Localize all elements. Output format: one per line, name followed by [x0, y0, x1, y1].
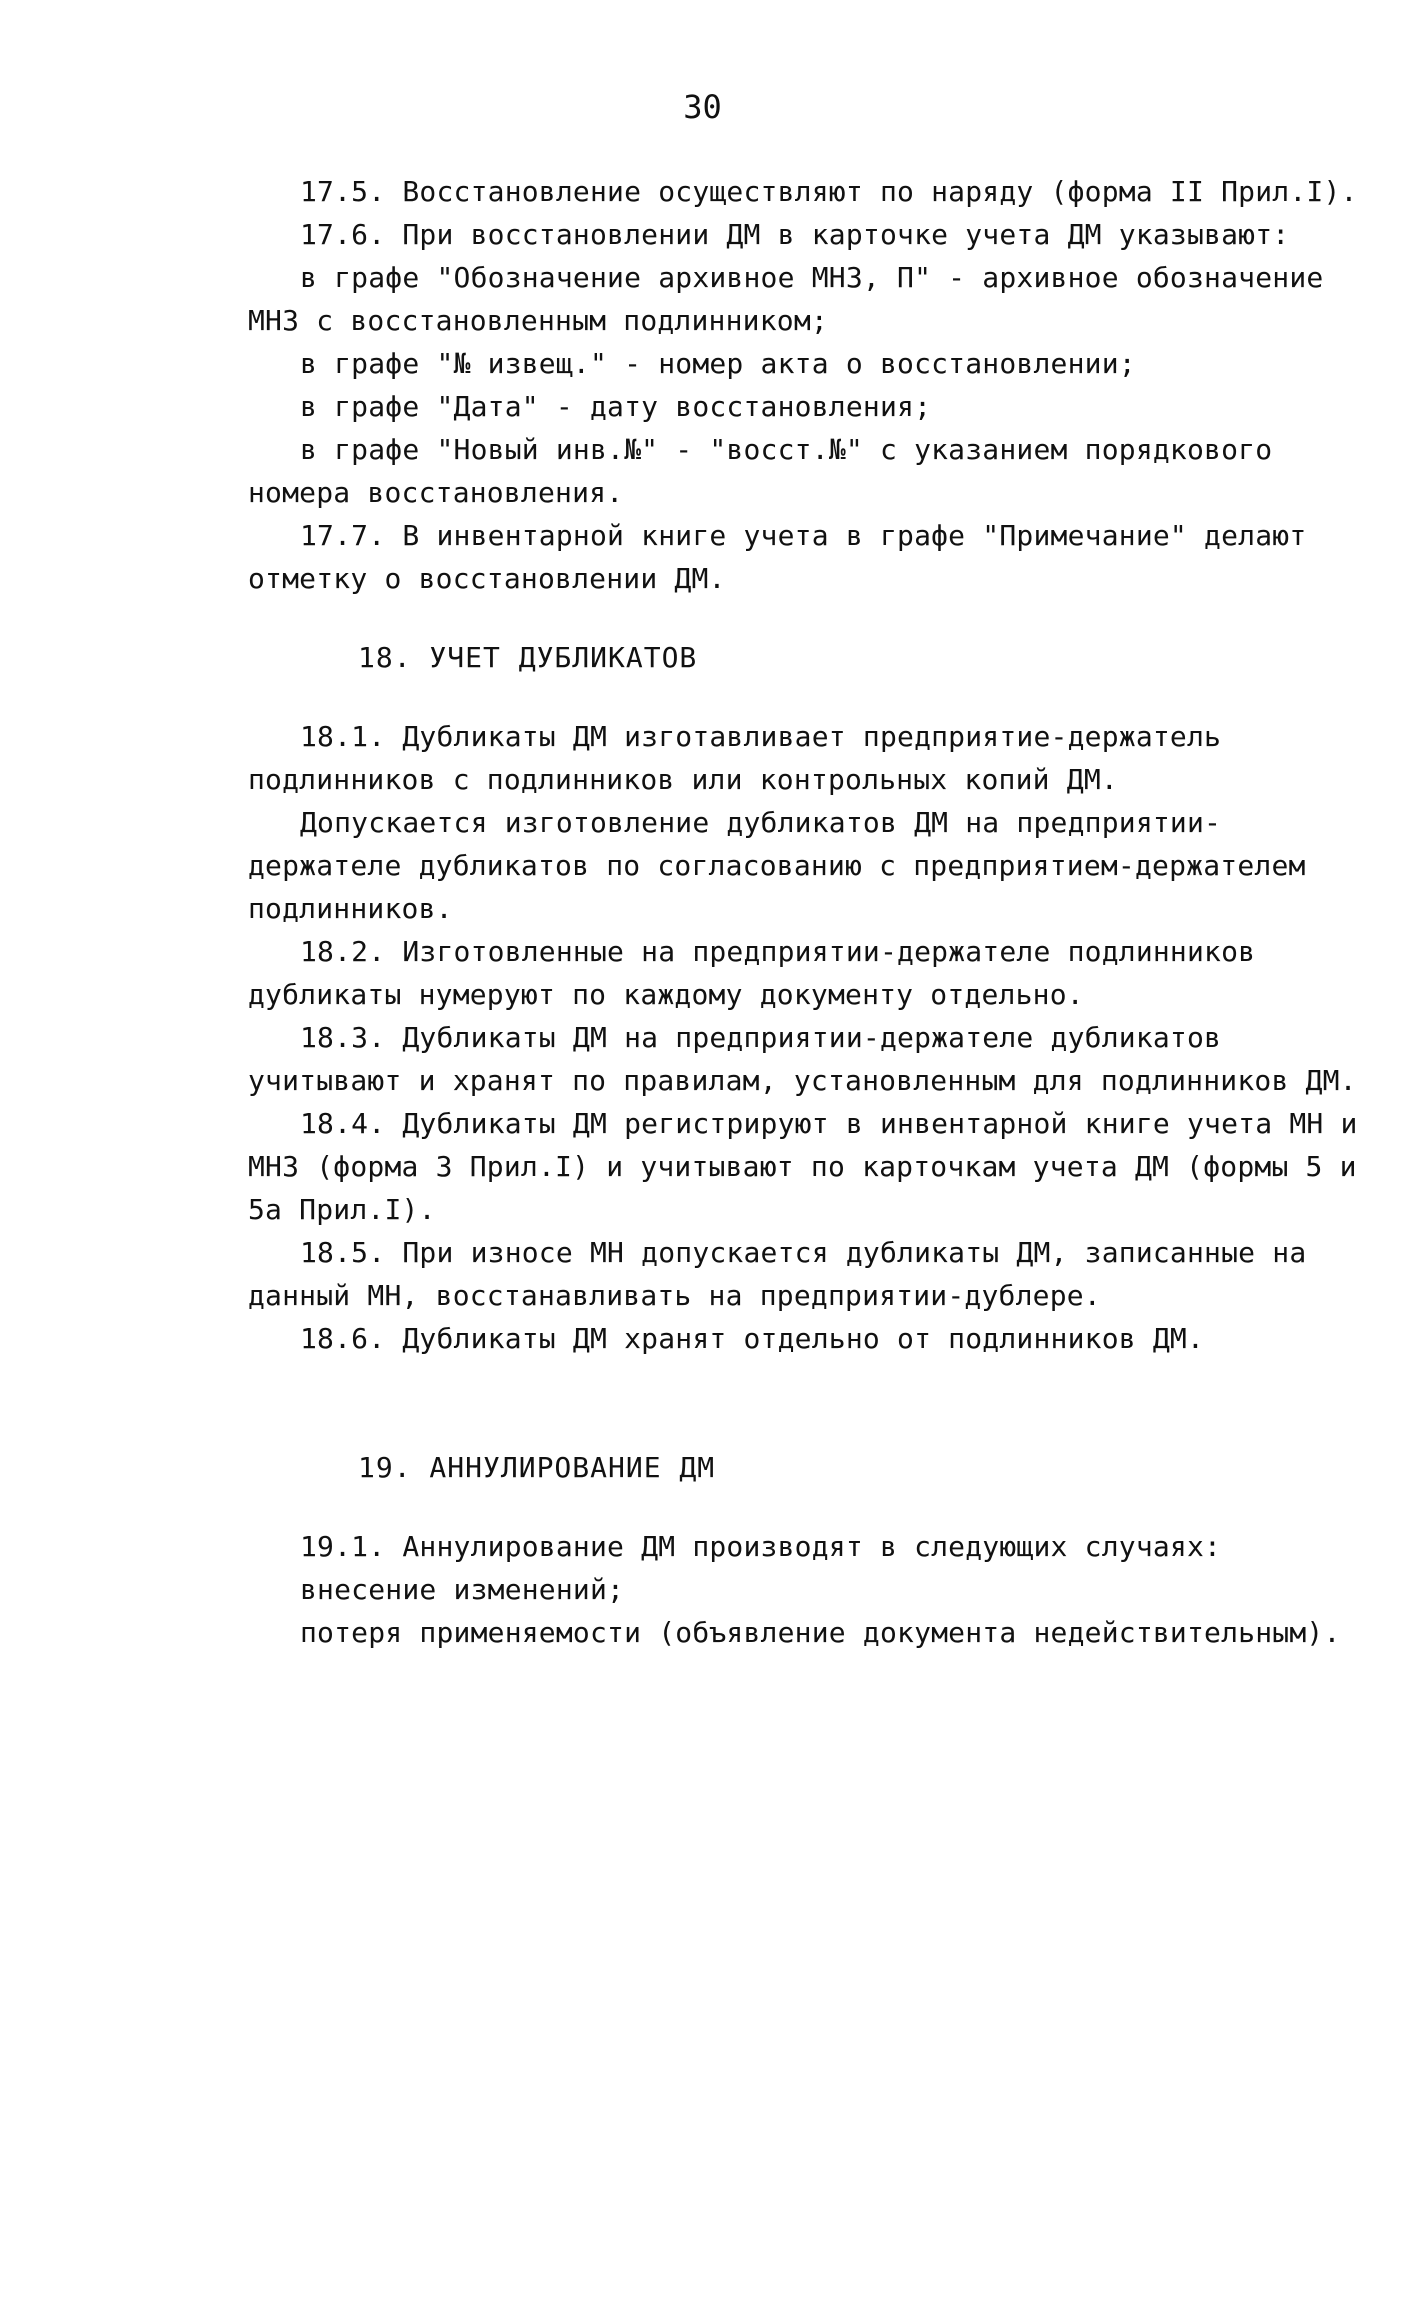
paragraph-19-1-item-a: внесение изменений;: [300, 1573, 625, 1606]
paragraph-18-1-b: Допускается изготовление дубликатов ДМ на предприятии-держателе дубликатов по согласованию с предприятием-держателем подлинников.: [248, 806, 1323, 925]
paragraph-18-4: 18.4. Дубликаты ДМ регистрируют в инвентарной книге учета МН и МНЗ (форма 3 Прил.I) и учитывают по карточкам учета ДМ (формы 5 и 5а Прил.I).: [248, 1107, 1375, 1226]
paragraph-18-6: 18.6. Дубликаты ДМ хранят отдельно от подлинников ДМ.: [300, 1322, 1205, 1355]
paragraph-18-3: 18.3. Дубликаты ДМ на предприятии-держателе дубликатов учитывают и хранят по правилам, установленным для подлинников ДМ.: [248, 1021, 1357, 1097]
paragraph-19-1-item-b: потеря применяемости (объявление документа недействительным).: [300, 1616, 1341, 1649]
section-title-19: 19. АННУЛИРОВАНИЕ ДМ: [358, 1451, 716, 1484]
paragraph-17-6-item-b: в графе "№ извещ." - номер акта о восстановлении;: [300, 347, 1136, 380]
paragraph-18-2: 18.2. Изготовленные на предприятии-держателе подлинников дубликаты нумеруют по каждому документу отдельно.: [248, 935, 1273, 1011]
section-title-18: 18. УЧЕТ ДУБЛИКАТОВ: [358, 641, 698, 674]
paragraph-17-6-item-a: в графе "Обозначение архивное МНЗ, П" - архивное обозначение МНЗ с восстановленным подлинником;: [248, 261, 1341, 337]
page-number: 30: [683, 88, 722, 126]
paragraph-19-1: 19.1. Аннулирование ДМ производят в следующих случаях:: [300, 1530, 1222, 1563]
document-body: [248, 170, 1375, 1654]
paragraph-17-6-item-c: в графе "Дата" - дату восстановления;: [300, 390, 932, 423]
paragraph-17-7: 17.7. В инвентарной книге учета в графе "Примечание" делают отметку о восстановлении ДМ.: [248, 519, 1324, 595]
paragraph-18-1: 18.1. Дубликаты ДМ изготавливает предприятие-держатель подлинников с подлинников или контрольных копий ДМ.: [248, 720, 1239, 796]
paragraph-17-6: 17.6. При восстановлении ДМ в карточке учета ДМ указывают:: [300, 218, 1290, 251]
paragraph-18-5: 18.5. При износе МН допускается дубликаты ДМ, записанные на данный МН, восстанавливать на предприятии-дублере.: [248, 1236, 1324, 1312]
paragraph-17-5: 17.5. Восстановление осуществляют по наряду (форма II Прил.I).: [300, 175, 1358, 208]
paragraph-17-6-item-d: в графе "Новый инв.№" - "восст.№" с указанием порядкового номера восстановления.: [248, 433, 1290, 509]
